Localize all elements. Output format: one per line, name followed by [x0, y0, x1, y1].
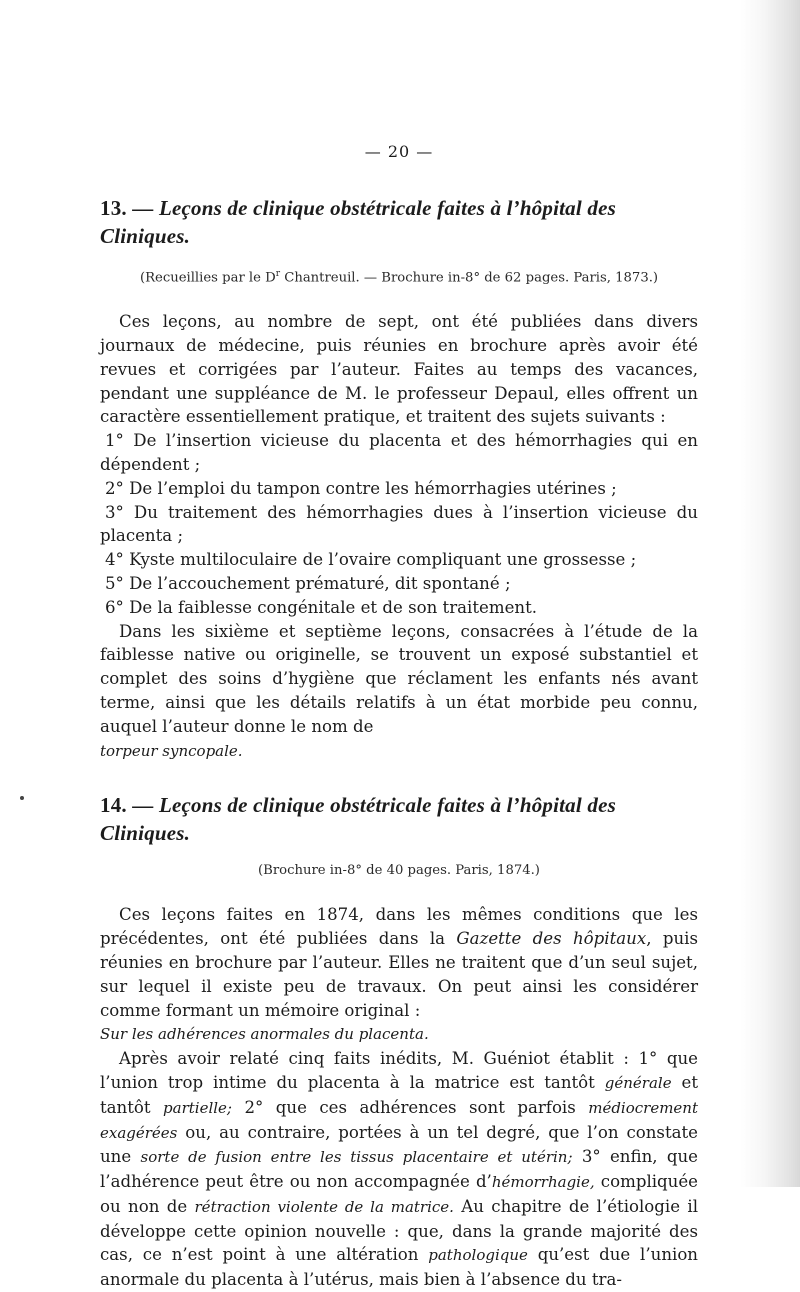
page	[100, 140, 698, 1292]
e14-p2-m: Au chapitre de l’étiologie il développe cette opinion nouvelle : que, dans la grande majorité des cas, ce n’est point à une altération	[100, 1196, 699, 1265]
e14-p2-f: médiocrement exagérées	[100, 1098, 698, 1142]
entry-13-heading: — Leçons de clinique obstétricale faites à l’hôpital des Cliniques.	[100, 195, 616, 248]
entry-13-item-5: 5° De l’accouchement prématuré, dit spontané ;	[105, 573, 511, 593]
entry-14-number: 14.	[100, 793, 127, 818]
e14-p2-b: générale	[604, 1073, 672, 1092]
e14-p1-c: , puis réunies en brochure par l’auteur. Elles ne traitent que d’un seul sujet, sur lequel il existe peu de travaux. On peut ainsi les considérer comme formant un mémoire original :	[100, 929, 698, 1020]
entry-13-item-4: 4° Kyste multiloculaire de l’ovaire compliquant une grossesse ;	[105, 550, 637, 570]
entry-13-closing-text: Dans les sixième et septième leçons, consacrées à l’étude de la faiblesse native ou originelle, se trouvent un exposé substantiel et complet des soins d’hygiène que réclament les enfants nés avant terme, ainsi que les détails relatifs à un état morbide peu connu, auquel l’auteur donne le nom de	[100, 621, 698, 736]
entry-14-paragraph-1	[100, 903, 698, 1047]
entry-13-item-6: 6° De la faiblesse congénitale et de son traitement.	[105, 597, 538, 617]
entry-13-title	[100, 194, 698, 250]
entry-13-item-3: 3° Du traitement des hémorrhagies dues à l’insertion vicieuse du placenta ;	[100, 502, 698, 546]
page-number: — 20 —	[364, 142, 434, 161]
entry-13-number: 13.	[100, 195, 127, 220]
e14-p1-d: Sur les adhérences anormales du placenta.	[100, 1025, 429, 1044]
pubnote-13-post: Chantreuil. — Brochure in-8° de 62 pages. Paris, 1873.)	[280, 270, 659, 286]
scan-speck	[20, 796, 24, 800]
entry-14-publication-note: (Brochure in-8° de 40 pages. Paris, 1874.)	[258, 863, 540, 879]
pubnote-13-pre: (Recueillies par le D	[139, 270, 276, 286]
e14-p2-l: rétraction violente de la matrice.	[194, 1197, 454, 1216]
e14-p2-e: 2° que ces adhérences sont parfois	[232, 1097, 589, 1117]
e14-p2-a: Après avoir relaté cinq faits inédits, M. Guéniot établit : 1° que l’union trop intime du placenta à la matrice est tantôt	[100, 1049, 698, 1092]
e14-p2-g: ou, au contraire, portées à un tel degré, que l’on constate une	[100, 1122, 698, 1167]
entry-13-item-1: 1° De l’insertion vicieuse du placenta et des hémorrhagies qui en dépendent ;	[100, 431, 698, 474]
pubnote-13-sup: r	[275, 268, 281, 279]
e14-p2-h: sorte de fusion entre les tissus placentaire et utérin;	[140, 1148, 573, 1167]
e14-p2-i: 3° enfin, que l’adhérence peut être ou non accompagnée d’	[100, 1147, 698, 1192]
entry-13-item-2: 2° De l’emploi du tampon contre les hémorrhagies utérines ;	[105, 478, 617, 498]
e14-p2-j: hémorrhagie,	[491, 1173, 595, 1192]
entry-14-paragraph-2	[100, 1047, 698, 1292]
e14-p2-n: pathologique	[428, 1246, 528, 1265]
entry-14-heading: — Leçons de clinique obstétricale faites à l’hôpital des Cliniques.	[100, 793, 616, 846]
e14-p1-b: Gazette des hôpitaux	[456, 929, 647, 949]
e14-p1-a: Ces leçons faites en 1874, dans les mêmes conditions que les précédentes, ont été publiées dans la	[100, 905, 698, 949]
entry-13-intro: Ces leçons, au nombre de sept, ont été publiées dans divers journaux de médecine, puis réunies en brochure après avoir été revues et corrigées par l’auteur. Faites au temps des vacances, pendant une suppléance de M. le professeur Depaul, elles offrent un caractère essentiellement pratique, et traitent des sujets suivants :	[100, 312, 698, 427]
scan-shadow	[740, 0, 800, 1187]
e14-p2-k: compliquée ou non de	[100, 1172, 699, 1216]
entry-13-publication-note	[100, 264, 698, 288]
entry-14-title	[100, 791, 698, 847]
e14-p2-d: partielle;	[163, 1098, 232, 1117]
entry-13-closing-italic: torpeur syncopale.	[100, 741, 243, 760]
entry-13-closing	[100, 620, 698, 764]
e14-p2-c: et tantôt	[100, 1072, 698, 1117]
e14-p2-o: qu’est due l’union anormale du placenta à l’utérus, mais bien à l’absence du tra-	[100, 1245, 698, 1290]
